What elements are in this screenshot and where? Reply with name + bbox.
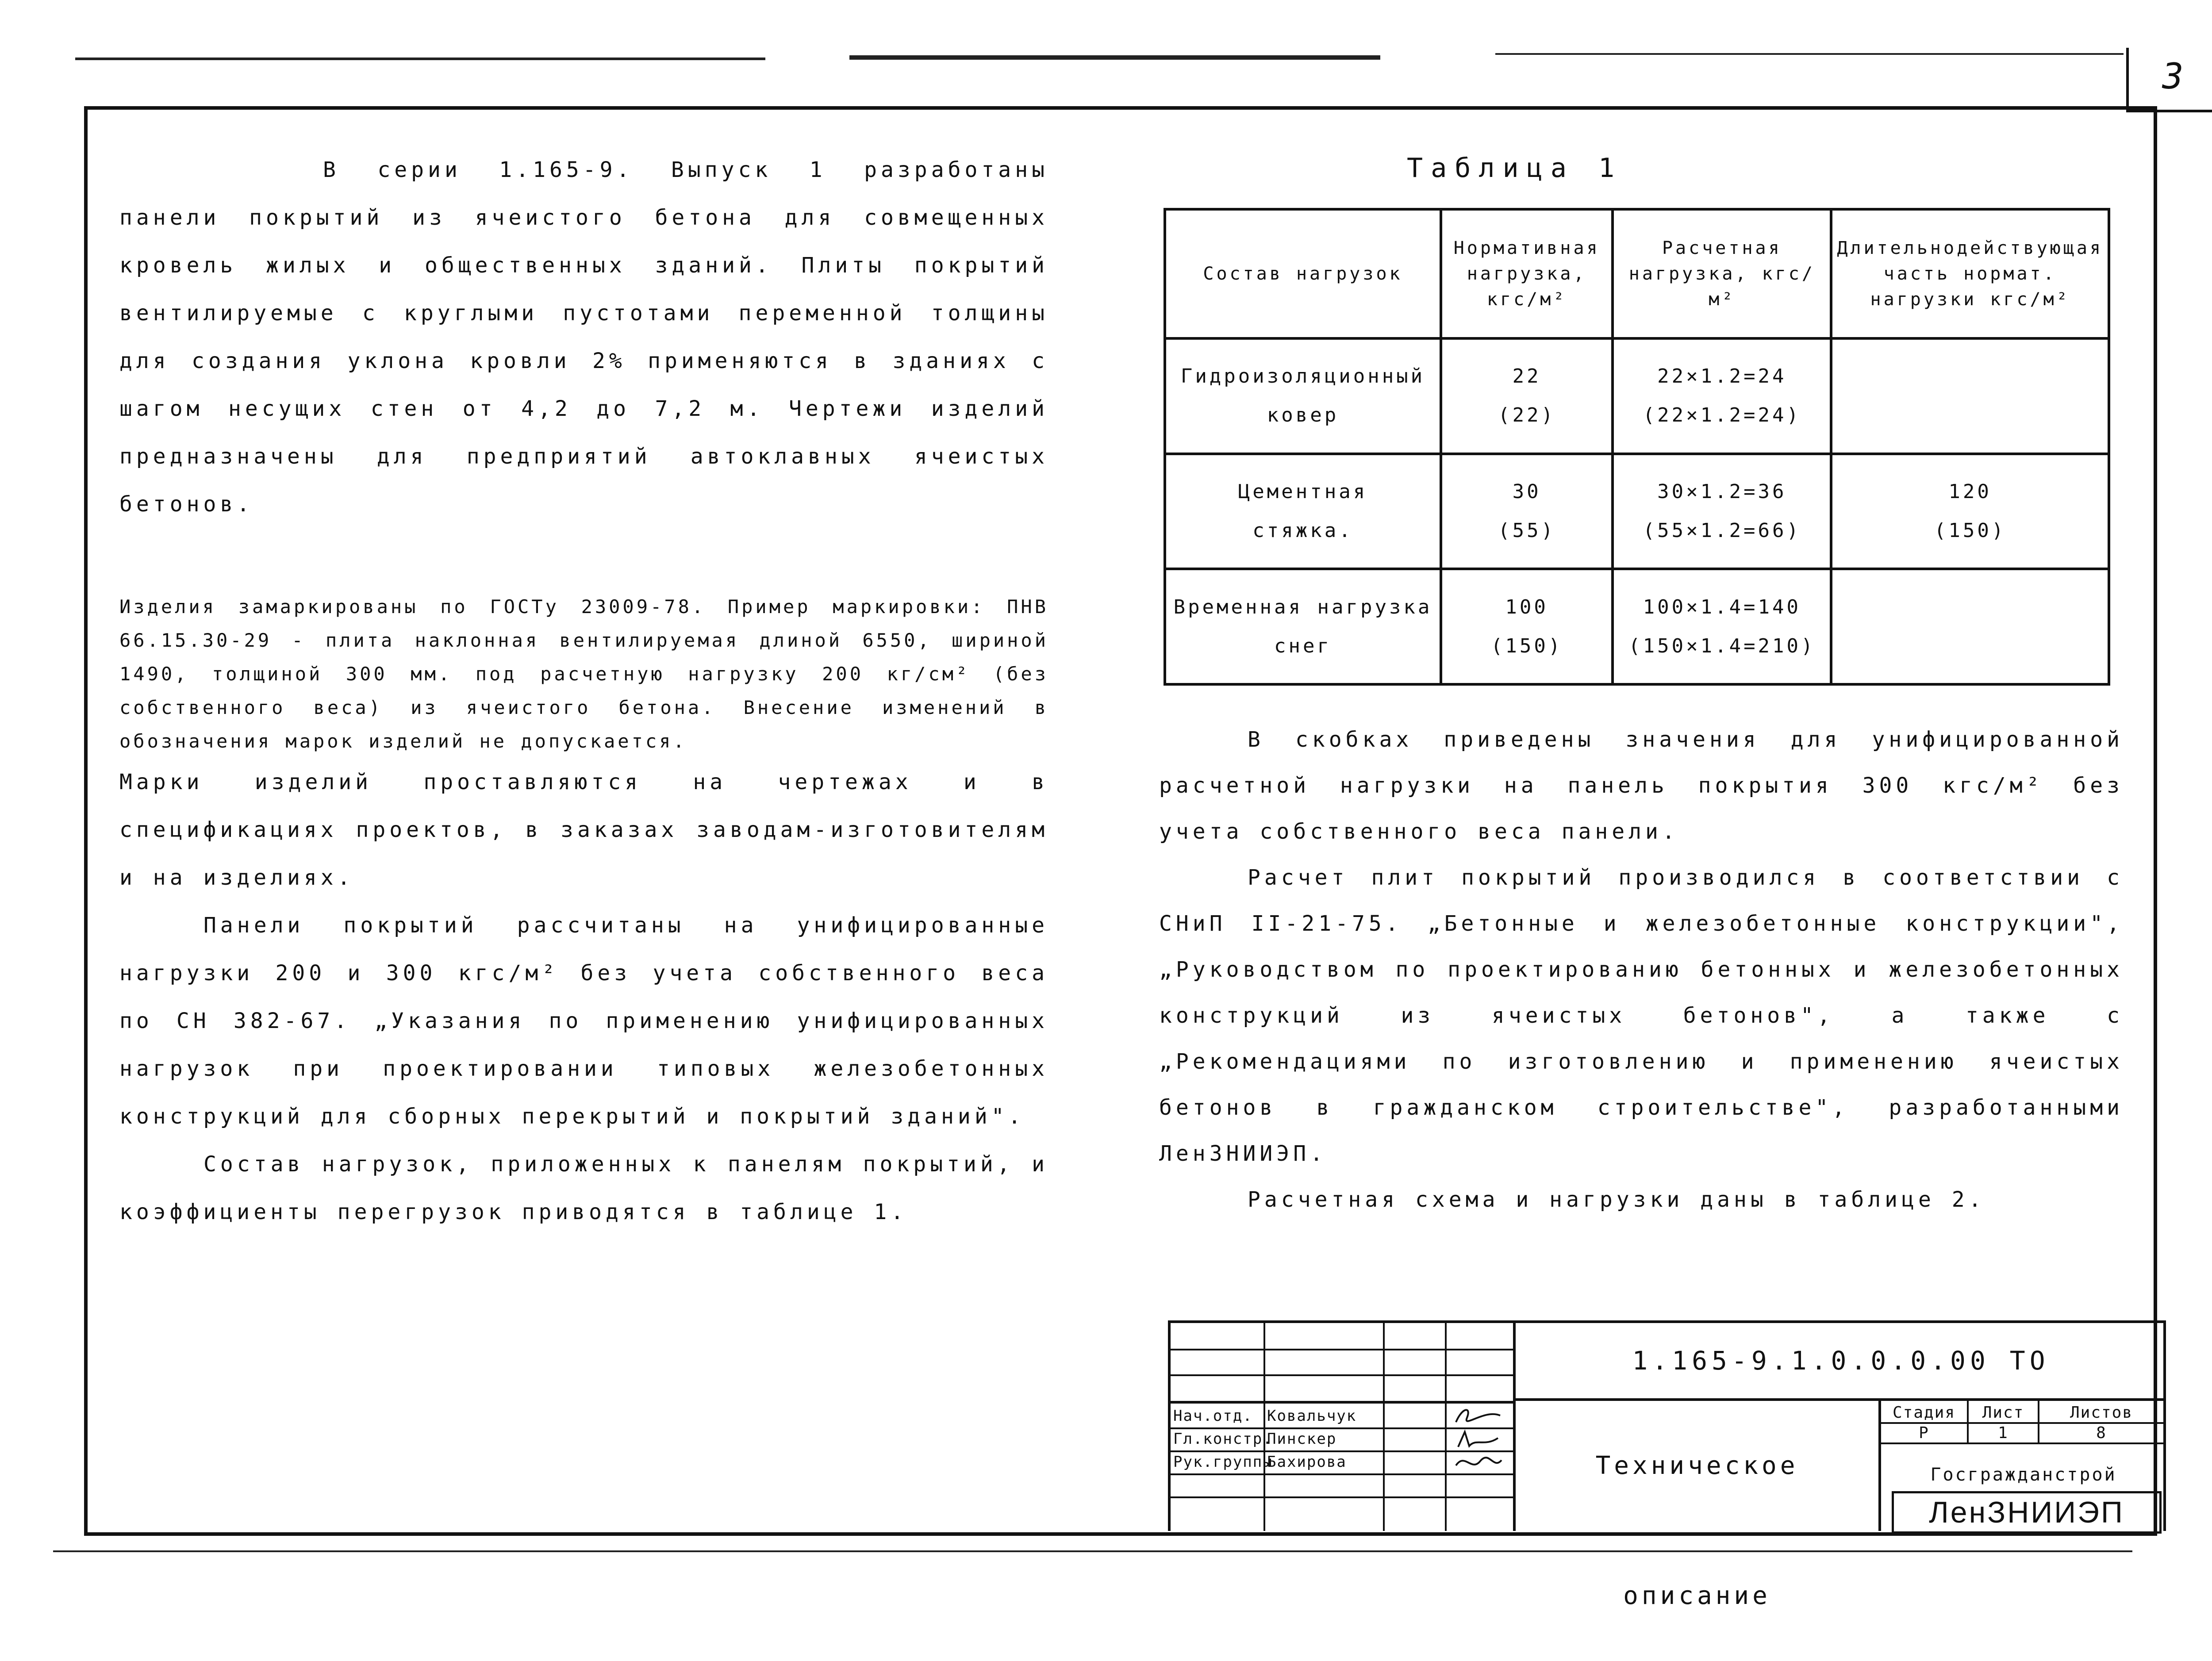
signer-name: Пинскер — [1267, 1430, 1337, 1448]
brackets-paragraph: В скобках приведены значения для унифицированной расчетной нагрузки на панель покрытия 300 кгс/м² без учета собственного веса панели. — [1159, 727, 2124, 844]
bottom-scan-line — [53, 1550, 2132, 1552]
loads-paragraph: Панели покрытий рассчитаны на унифицированные нагрузки 200 и 300 кгс/м² без учета собственного веса по СН 382-67. „Указания по применению унифицированных нагрузок при проектировании типовых железобетонных конструкций для сборных перекрытий и покрытий зданий". — [119, 913, 1048, 1129]
top-scan-line-3 — [1495, 53, 2124, 55]
table-row: Временная нагрузка снег 100 (150) 100×1.4=140 (150×1.4=210) — [1165, 569, 2109, 684]
load-table — [1164, 208, 2110, 686]
signature-1 — [1454, 1404, 1502, 1425]
sheets-value: 8 — [2096, 1424, 2107, 1442]
right-text-column — [1159, 717, 2124, 1223]
marks-paragraph: Марки изделий проставляются на чертежах и в спецификациях проектов, в заказах заводам-изготовителям и на изделиях. — [119, 770, 1048, 890]
composition-paragraph: Состав нагрузок, приложенных к панелям покрытий, и коэффициенты перегрузок приводятся в таблице 1. — [119, 1152, 1048, 1224]
table-row: Цементная стяжка. 30 (55) 30×1.2=36 (55×1.2=66) 120 (150) — [1165, 454, 2109, 569]
sheets-header: Листов — [2070, 1404, 2133, 1422]
organization-name: Госгражданстрой — [1930, 1465, 2117, 1485]
signer-name: Бахирова — [1267, 1453, 1347, 1471]
marking-paragraph: Изделия замаркированы по ГОСТу 23009-78. Пример маркировки: ПНВ 66.15.30-29 - плита наклонная вентилируемая длиной 6550, шириной 1490, толщиной 300 мм. под расчетную нагрузку 200 кг/см² (без собственного веса) из ячеистого бетона. Внесение изменений в обозначения марок изделий не допускается. — [119, 596, 1048, 752]
signature-2 — [1454, 1429, 1502, 1450]
header-normative: Нормативная нагрузка, кгс/м² — [1441, 209, 1613, 338]
table-title: Таблица 1 — [1407, 153, 1623, 184]
signer-role: Рук.группы — [1173, 1453, 1273, 1471]
stage-value: Р — [1919, 1424, 1929, 1442]
document-code: 1.165-9.1.0.0.0.00 ТО — [1632, 1346, 2050, 1376]
top-scan-line-2 — [849, 55, 1380, 60]
scheme-paragraph: Расчетная схема и нагрузки даны в таблице 2. — [1248, 1187, 1985, 1212]
table-row: Гидроизоляционный ковер 22 (22) 22×1.2=24 (22×1.2=24) — [1165, 338, 2109, 454]
document-title: Техническое описание — [1595, 1451, 1799, 1610]
top-scan-line — [75, 58, 765, 60]
signer-name: Ковальчук — [1267, 1407, 1357, 1425]
left-text-column — [119, 146, 1048, 1236]
signature-3 — [1454, 1452, 1502, 1473]
header-composition: Состав нагрузок — [1165, 209, 1441, 338]
calculation-paragraph: Расчет плит покрытий производился в соответствии с СНиП II-21-75. „Бетонные и железобетонные конструкции", „Руководством по проектированию бетонных и железобетонных конструкций из ячеистых бетонов", а также с „Рекомендациями по изготовлению и применению ячеистых бетонов в гражданском строительстве", разработанными ЛенЗНИИЭП. — [1159, 865, 2124, 1166]
signer-role: Гл.констр. — [1173, 1430, 1273, 1448]
signer-role: Нач.отд. — [1173, 1407, 1253, 1425]
title-block — [1168, 1320, 2166, 1610]
header-calculated: Расчетная нагрузка, кгс/м² — [1613, 209, 1831, 338]
sheet-value: 1 — [1998, 1424, 2008, 1442]
sheet-header: Лист — [1982, 1404, 2024, 1422]
intro-paragraph: В серии 1.165-9. Выпуск 1 разработаны панели покрытий из ячеистого бетона для совмещенных кровель жилых и общественных зданий. Плиты покрытий вентилируемые с круглыми пустотами переменной толщины для создания уклона кровли 2% применяются в зданиях с шагом несущих стен от 4,2 до 7,2 м. Чертежи изделий предназначены для предприятий автоклавных ячеистых бетонов. — [119, 157, 1048, 517]
header-long-term: Длительнодействующая часть нормат. нагрузки кгс/м² — [1831, 209, 2109, 338]
stage-header: Стадия — [1892, 1404, 1956, 1422]
sheet-number: 3 — [2126, 48, 2212, 112]
organization-logo: ЛенЗНИИЭП — [1892, 1491, 2162, 1534]
